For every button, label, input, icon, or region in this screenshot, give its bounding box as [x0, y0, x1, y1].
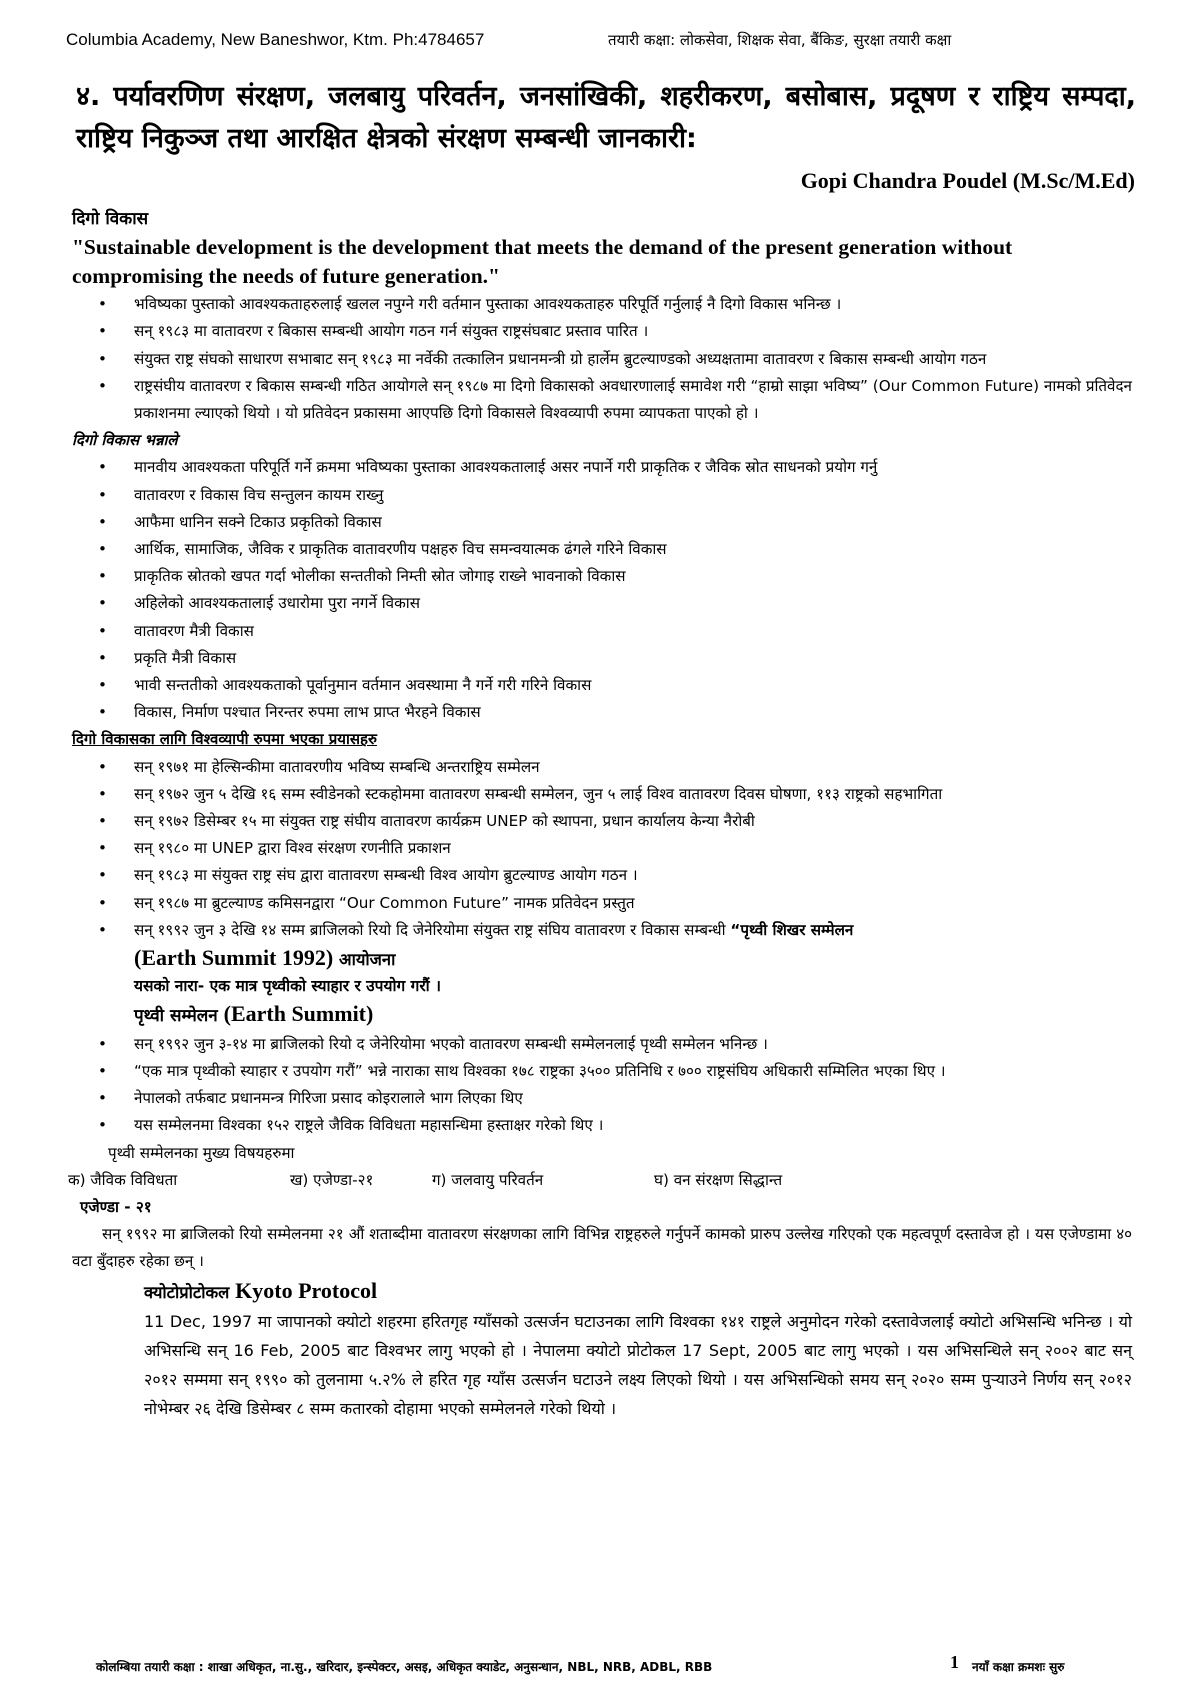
- topics-row: [68, 1167, 1132, 1194]
- footer-text: कोलम्बिया तयारी कक्षा : शाखा अधिकृत, ना.सु., खरिदार, इन्स्पेक्टर, असइ, अधिकृत क्याडेट, अनुसन्धान, NBL, NRB, ADBL, RBB: [96, 1660, 713, 1674]
- list-item: • सन् १९८७ मा ब्रुटल्याण्ड कमिसनद्वारा “Our Common Future” नामक प्रतिवेदन प्रस्तुत: [134, 890, 1132, 917]
- summit-heading-np: पृथ्वी सम्मेलन: [134, 1006, 218, 1027]
- list-item: • वातावरण र विकास विच सन्तुलन कायम राख्नु: [134, 482, 1132, 509]
- list-item: • आफैमा धानिन सक्ने टिकाउ प्रकृतिको विकास: [134, 509, 1132, 536]
- earth-summit-organized: आयोजना: [338, 950, 396, 970]
- list-item: • मानवीय आवश्यकता परिपूर्ति गर्ने क्रममा भविष्यका पुस्ताका आवश्यकतालाई असर नपार्ने गरी प्राकृतिक र जैविक स्रोत साधनको प्रयोग गर्नु: [134, 454, 1132, 481]
- list-item: • भविष्यका पुस्ताको आवश्यकताहरुलाई खलल नपुग्ने गरी वर्तमान पुस्ताका आवश्यकताहरु परिपूर्ति गर्नुलाई नै दिगो विकास भनिन्छ ।: [134, 291, 1132, 318]
- kyoto-heading: [72, 1277, 1132, 1306]
- earth-summit-text: सन् १९९२ जुन ३ देखि १४ सम्म ब्राजिलको रियो दि जेनेरियोमा संयुक्त राष्ट्र संघिय वातावरण र विकास सम्बन्धी: [134, 920, 731, 939]
- page-title: ४. पर्यावरणिण संरक्षण, जलबायु परिवर्तन, जनसांखिकी, शहरीकरण, बसोबास, प्रदूषण र राष्ट्रिय सम्पदा, राष्ट्रिय निकुञ्ज तथा आरक्षित क्षेत्रको संरक्षण सम्बन्धी जानकारी:: [76, 81, 1136, 154]
- list-item: • नेपालको तर्फबाट प्रधानमन्त्र गिरिजा प्रसाद कोइरालाले भाग लिएका थिए: [134, 1085, 1132, 1112]
- bullet-list-earth-summit: [72, 1031, 1132, 1140]
- list-item: • प्राकृतिक स्रोतको खपत गर्दा भोलीका सन्ततीको निम्ती स्रोत जोगाइ राख्ने भावनाको विकास: [134, 563, 1132, 590]
- document-body: [68, 206, 1132, 1423]
- header-institute: Columbia Academy, New Baneshwor, Ktm. Ph:4784657: [66, 30, 485, 49]
- section-heading-sustainable-development: दिगो विकास: [72, 209, 149, 229]
- bullet-list-meaning: [72, 454, 1132, 726]
- topic-item: ग) जलवायु परिवर्तन: [432, 1170, 544, 1189]
- list-item: • सन् १९८३ मा संयुक्त राष्ट्र संघ द्वारा वातावरण सम्बन्धी विश्व आयोग ब्रुटल्याण्ड आयोग गठन ।: [134, 862, 1132, 889]
- kyoto-heading-np: क्योटोप्रोटोकल: [144, 1283, 230, 1303]
- list-item: • वातावरण मैत्री विकास: [134, 618, 1132, 645]
- author-name: Gopi Chandra Poudel (M.Sc/M.Ed): [800, 168, 1135, 193]
- list-item: • राष्ट्रसंघीय वातावरण र बिकास सम्बन्धी गठित आयोगले सन् १९८७ मा दिगो विकासको अवधारणालाई समावेश गरी “हाम्रो साझा भविष्य” (Our Common Future) नामको प्रतिवेदन प्रकाशनमा ल्याएको थियो । यो प्रतिवेदन प्रकासमा आएपछि दिगो विकासले विश्वव्यापी रुपमा व्यापकता पाएको हो ।: [134, 373, 1132, 427]
- list-item: • अहिलेको आवश्यकतालाई उधारोमा पुरा नगर्ने विकास: [134, 590, 1132, 617]
- earth-summit-name: (Earth Summit 1992): [134, 945, 334, 971]
- section-heading-global-efforts: दिगो विकासका लागि विश्वव्यापी रुपमा भएका प्रयासहरु: [72, 730, 377, 749]
- topic-item: ख) एजेण्डा-२१: [290, 1170, 374, 1189]
- list-item-earth-summit: [134, 917, 1132, 944]
- footer-right: नयाँ कक्षा क्रमशः सुरु: [972, 1660, 1065, 1674]
- topic-item: घ) वन संरक्षण सिद्धान्त: [654, 1170, 783, 1189]
- list-item: • सन् १९७२ डिसेम्बर १५ मा संयुक्त राष्ट्र संघीय वातावरण कार्यक्रम UNEP को स्थापना, प्रधान कार्यालय केन्या नैरोबी: [134, 808, 1132, 835]
- topics-label: पृथ्वी सम्मेलनका मुख्य विषयहरुमा: [108, 1143, 295, 1162]
- bullet-list-global-efforts: [72, 754, 1132, 944]
- list-item: • विकास, निर्माण पश्चात निरन्तर रुपमा लाभ प्राप्त भैरहने विकास: [134, 699, 1132, 726]
- topic-item: क) जैविक विविधता: [68, 1170, 178, 1189]
- list-item: • सन् १९९२ जुन ३-१४ मा ब्राजिलको रियो द जेनेरियोमा भएको वातावरण सम्बन्धी सम्मेलनलाई पृथ्वी सम्मेलन भनिन्छ ।: [134, 1031, 1132, 1058]
- list-item: • सन् १९८३ मा वातावरण र बिकास सम्बन्धी आयोग गठन गर्न संयुक्त राष्ट्रसंघबाट प्रस्ताव पारित ।: [134, 318, 1132, 345]
- summit-heading: [72, 1000, 1132, 1030]
- summit-slogan: यसको नारा- एक मात्र पृथ्वीको स्याहार र उपयोग गरौं ।: [134, 977, 441, 996]
- section-heading-meaning: दिगो विकास भन्नाले: [72, 431, 178, 450]
- list-item: • सन् १९७२ जुन ५ देखि १६ सम्म स्वीडेनको स्टकहोममा वातावरण सम्बन्धी सम्मेलन, जुन ५ लाई विश्व वातावरण दिवस घोषणा, ११३ राष्ट्रको सहभागिता: [134, 781, 1132, 808]
- header-classes: तयारी कक्षा: लोकसेवा, शिक्षक सेवा, बैंकिङ, सुरक्षा तयारी कक्षा: [608, 31, 952, 49]
- kyoto-heading-en: Kyoto Protocol: [235, 1278, 378, 1304]
- list-item: • संयुक्त राष्ट्र संघको साधारण सभाबाट सन् १९८३ मा नर्वेकी तत्कालिन प्रधानमन्त्री ग्रो हार्लेम ब्रुटल्याण्डको अध्यक्षतामा वातावरण र बिकास सम्बन्धी आयोग गठन: [134, 346, 1132, 373]
- list-item: • प्रकृति मैत्री विकास: [134, 645, 1132, 672]
- list-item: • आर्थिक, सामाजिक, जैविक र प्राकृतिक वातावरणीय पक्षहरु विच समन्वयात्मक ढंगले गरिने विकास: [134, 536, 1132, 563]
- earth-summit-bold: “पृथ्वी शिखर सम्मेलन: [730, 920, 854, 939]
- summit-heading-en: (Earth Summit): [223, 1001, 374, 1027]
- definition-quote: "Sustainable development is the development that meets the demand of the present generation without compromising the needs of future generation.": [72, 235, 1013, 289]
- list-item: • सन् १९७१ मा हेल्सिन्कीमा वातावरणीय भविष्य सम्बन्धि अन्तराष्ट्रिय सम्मेलन: [134, 754, 1132, 781]
- list-item: • यस सम्मेलनमा विश्वका १५२ राष्ट्रले जैविक विविधता महासन्धिमा हस्ताक्षर गरेको थिए ।: [134, 1112, 1132, 1139]
- earth-summit-line: [72, 944, 1132, 973]
- agenda-heading: एजेण्डा - २१: [80, 1197, 152, 1216]
- list-item: • “एक मात्र पृथ्वीको स्याहार र उपयोग गरौं” भन्ने नाराका साथ विश्वका १७८ राष्ट्रका ३५०० प्रतिनिधि र ७०० राष्ट्रसंघिय अधिकारी सम्मिलित भएका थिए ।: [134, 1058, 1132, 1085]
- list-item: • सन् १९८० मा UNEP द्वारा विश्व संरक्षण रणनीति प्रकाशन: [134, 835, 1132, 862]
- page-number: 1: [950, 1652, 959, 1672]
- list-item: • भावी सन्ततीको आवश्यकताको पूर्वानुमान वर्तमान अवस्थामा नै गर्ने गरी गरिने विकास: [134, 672, 1132, 699]
- agenda-paragraph: सन् १९९२ मा ब्राजिलको रियो सम्मेलनमा २१ औं शताब्दीमा वातावरण संरक्षणका लागि विभिन्न राष्ट्रहरुले गर्नुपर्ने कामको प्रारुप उल्लेख गरिएको एक महत्वपूर्ण दस्तावेज हो । यस एजेण्डामा ४० वटा बुँदाहरु रहेका छन् ।: [72, 1224, 1132, 1271]
- kyoto-paragraph: 11 Dec, 1997 मा जापानको क्योटो शहरमा हरितगृह ग्याँसको उत्सर्जन घटाउनका लागि विश्वका १४१ राष्ट्रले अनुमोदन गरेको दस्तावेजलाई क्योटो अभिसन्धि भनिन्छ । यो अभिसन्धि सन् 16 Feb, 2005 बाट विश्वभर लागु भएको हो । नेपालमा क्योटो प्रोटोकल 17 Sept, 2005 बाट लागु भएको । यस अभिसन्धिले सन् २००२ बाट सन् २०१२ सम्ममा सन् १९९० को तुलनामा ५.२% ले हरित गृह ग्याँस उत्सर्जन घटाउने लक्ष्य लिएको थियो । यस अभिसन्धिको समय सन् २०२० सम्म पुऱ्याउने निर्णय सन् २०१२ नोभेम्बर २६ देखि डिसेम्बर ८ सम्म कतारको दोहामा भएको सम्मेलनले गरेको थियो ।: [144, 1311, 1132, 1418]
- bullet-list-history: [72, 291, 1132, 427]
